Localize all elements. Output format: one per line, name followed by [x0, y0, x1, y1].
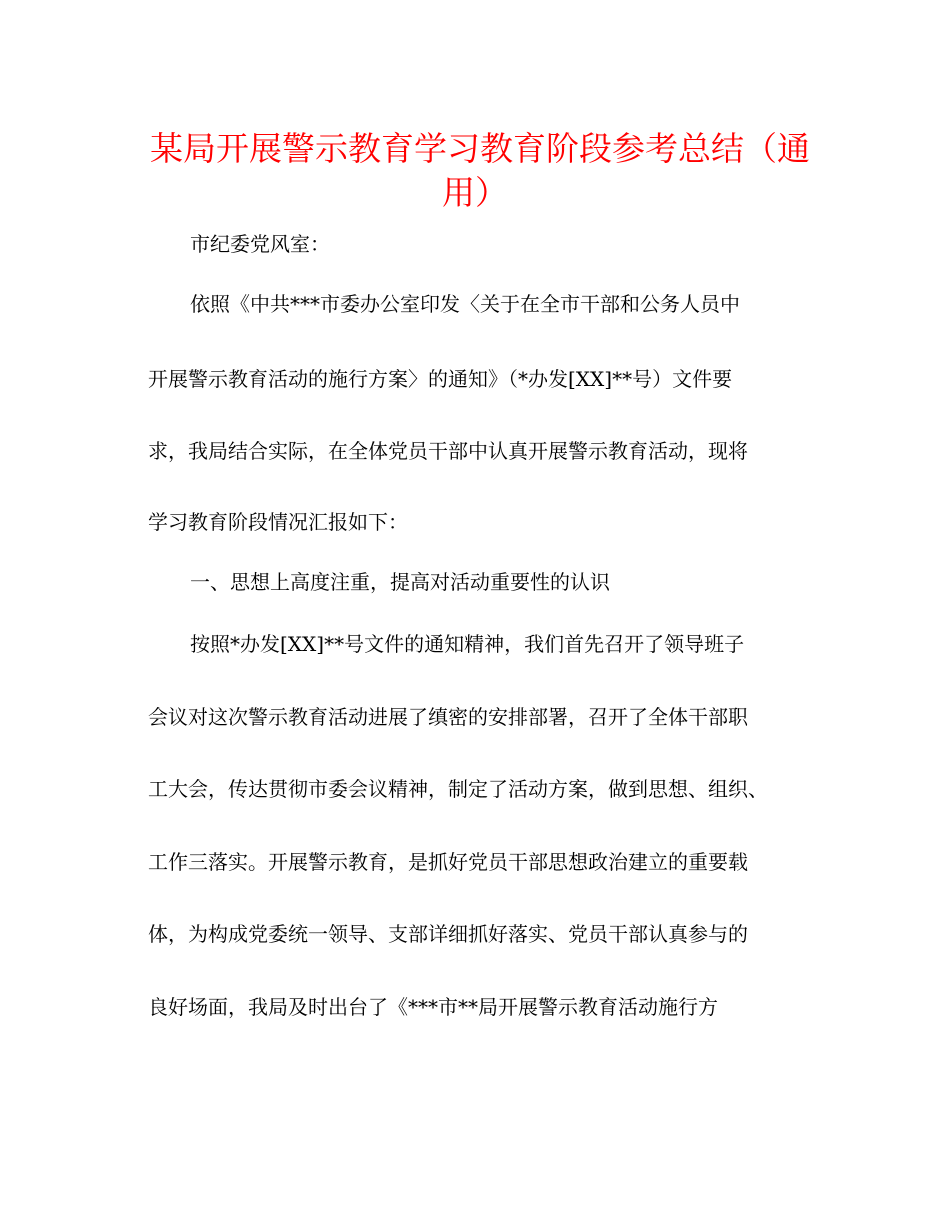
- body-line: 学习教育阶段情况汇报如下：: [148, 510, 408, 534]
- salutation: 市纪委党风室：: [190, 232, 330, 256]
- body-line: 求，我局结合实际，在全体党员干部中认真开展警示教育活动，现将: [148, 439, 748, 463]
- body-line: 依照《中共***市委办公室印发〈关于在全市干部和公务人员中: [190, 292, 740, 316]
- body-line: 按照*办发[XX]**号文件的通知精神，我们首先召开了领导班子: [190, 632, 745, 656]
- body-line: 开展警示教育活动的施行方案〉的通知》（*办发[XX]**号）文件要: [148, 367, 733, 391]
- body-line: 工大会，传达贯彻市委会议精神，制定了活动方案，做到思想、组织、: [148, 777, 768, 801]
- document-title-line-2: 用）: [442, 173, 508, 212]
- section-heading: 一、思想上高度注重，提高对活动重要性的认识: [190, 570, 610, 594]
- body-line: 良好场面，我局及时出台了《***市**局开展警示教育活动施行方: [148, 995, 718, 1019]
- document-title-line-1: 某局开展警示教育学习教育阶段参考总结（通: [150, 129, 810, 168]
- body-line: 体，为构成党委统一领导、支部详细抓好落实、党员干部认真参与的: [148, 922, 748, 946]
- body-line: 会议对这次警示教育活动进展了缜密的安排部署，召开了全体干部职: [148, 705, 748, 729]
- body-line: 工作三落实。开展警示教育，是抓好党员干部思想政治建立的重要载: [148, 850, 748, 874]
